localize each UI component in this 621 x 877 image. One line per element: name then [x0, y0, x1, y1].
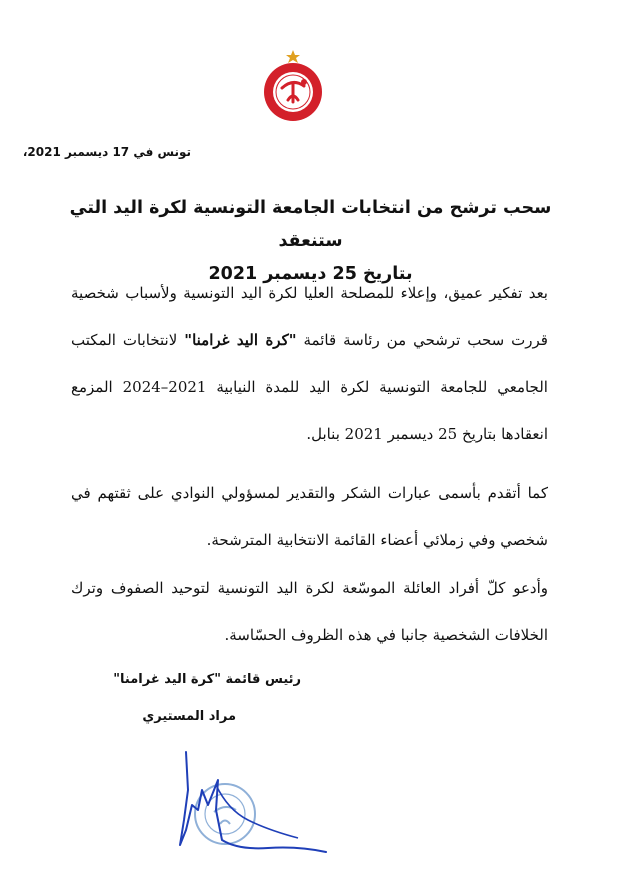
title-line-1: سحب ترشح من انتخابات الجامعة التونسية لكرة اليد التي ستنعقد	[69, 198, 552, 251]
title-line-2: بتاريخ 25 ديسمبر 2021	[208, 264, 413, 284]
paragraph-1	[71, 270, 548, 458]
paragraph-1-end: لانتخابات المكتب الجامعي للجامعة التونسية لكرة اليد للمدة النيابية 2021–2024 المزمع انعقادها بتاريخ 25 ديسمبر 2021 بنابل.	[71, 331, 548, 443]
paragraph-3: وأدعو كلّ أفراد العائلة الموسّعة لكرة اليد التونسية لتوحيد الصفوف وترك الخلافات الشخصية جانبا في هذه الظروف الحسّاسة.	[71, 579, 548, 644]
signatory-role: رئيس قائمة "كرة اليد غرامنا"	[113, 672, 301, 687]
star-icon	[286, 50, 300, 63]
document-date: تونس في 17 ديسمبر 2021،	[22, 145, 191, 159]
list-name-quote: "كرة اليد غرامنا"	[184, 331, 297, 349]
signatory-name: مراد المستيري	[142, 709, 236, 724]
paragraph-1-start: بعد تفكير عميق، وإعلاء للمصلحة العليا لكرة اليد التونسية ولأسباب شخصية قررت سحب ترشحي من رئاسة قائمة	[71, 284, 548, 349]
federation-logo	[258, 48, 328, 124]
handwritten-signature	[158, 750, 328, 855]
paragraph-2: كما أتقدم بأسمى عبارات الشكر والتقدير لمسؤولي النوادي على ثقتهم في شخصي وفي زملائي أعضاء القائمة الانتخابية المترشحة.	[71, 484, 548, 549]
